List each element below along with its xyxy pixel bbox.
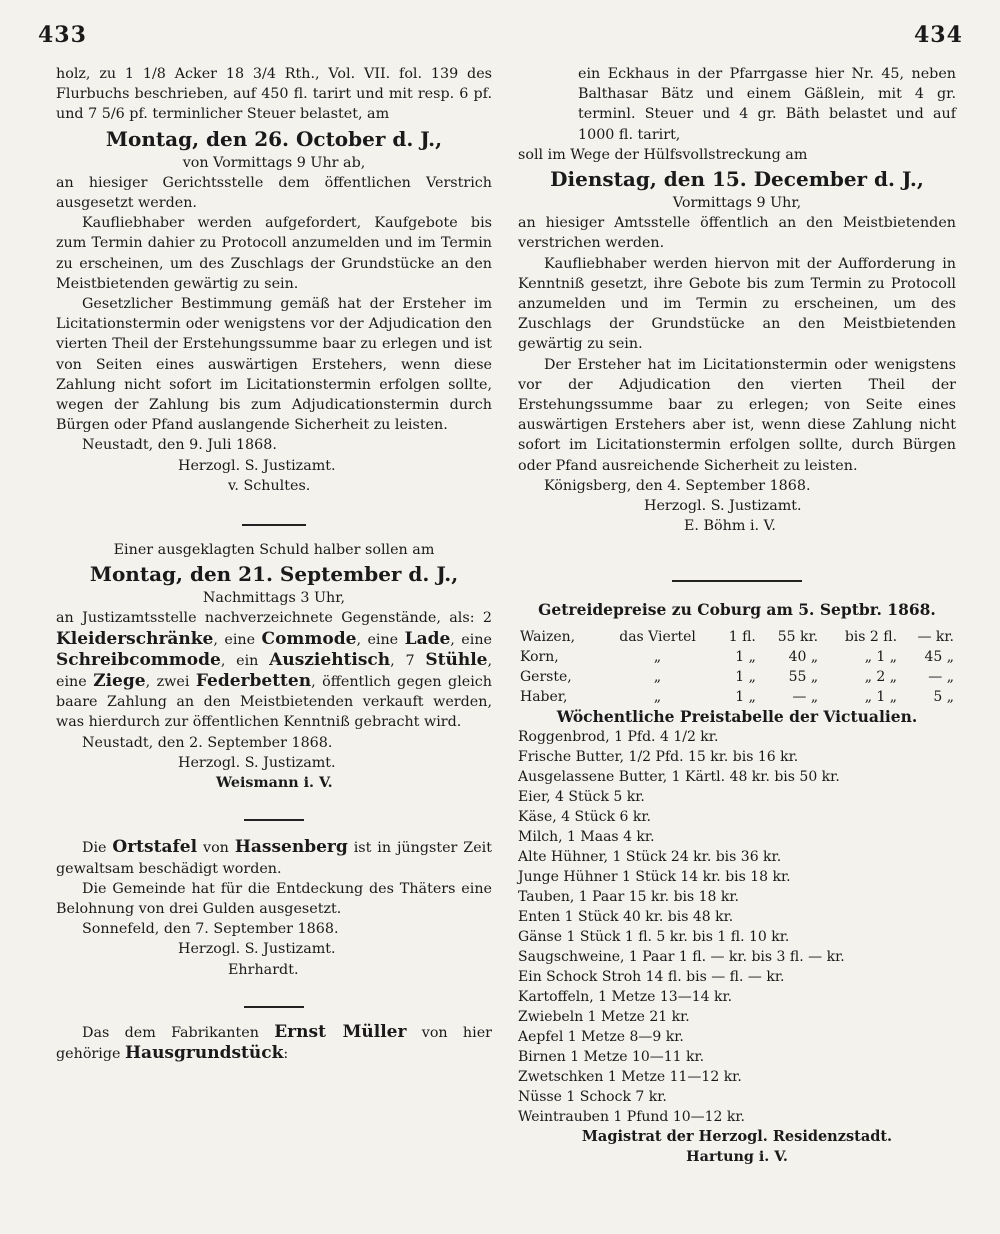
grain-cell-c: „ 2 „ <box>864 668 898 685</box>
victuals-table-title: Wöchentliche Preistabelle der Victualien. <box>556 706 918 726</box>
grain-cell-name: Gerste, <box>520 668 572 685</box>
notice-1-place: an hiesiger Gerichtsstelle dem öffentlichen Verstrich ausgesetzt werden. <box>56 174 492 212</box>
notice-1-office: Herzogl. S. Justizamt. <box>178 457 336 474</box>
grain-row <box>518 667 956 687</box>
separator-rule <box>244 819 304 821</box>
notice-3-office: Herzogl. S. Justizamt. <box>178 941 336 958</box>
notice-5-lead: soll im Wege der Hülfsvollstreckung am <box>518 146 808 163</box>
grain-cell-d: — „ <box>928 668 954 685</box>
notice-1-signer: v. Schultes. <box>228 477 311 494</box>
price-item: Käse, 4 Stück 6 kr. <box>518 808 651 825</box>
grain-cell-name: Haber, <box>520 688 568 705</box>
notice-2-date: Montag, den 21. September d. J., <box>89 562 459 587</box>
price-item: Tauben, 1 Paar 15 kr. bis 18 kr. <box>518 888 739 905</box>
notice-1-date: Montag, den 26. October d. J., <box>105 126 443 151</box>
price-item: Frische Butter, 1/2 Pfd. 15 kr. bis 16 kr. <box>518 748 799 765</box>
notice-5-dateline: Königsberg, den 4. September 1868. <box>544 477 811 494</box>
notice-4-body: Das dem Fabrikanten Ernst Müller von hier gehörige Hausgrundstück: <box>56 1021 493 1063</box>
price-item: Ausgelassene Butter, 1 Kärtl. 48 kr. bis 50 kr. <box>518 768 840 785</box>
price-item: Ein Schock Stroh 14 fl. bis — fl. — kr. <box>518 968 785 985</box>
price-item: Zwetschken 1 Metze 11—12 kr. <box>518 1068 742 1085</box>
price-item: Alte Hühner, 1 Stück 24 kr. bis 36 kr. <box>518 848 782 865</box>
notice-5-office: Herzogl. S. Justizamt. <box>644 498 802 515</box>
price-item: Weintrauben 1 Pfund 10—12 kr. <box>518 1108 745 1125</box>
grain-cell-d: 5 „ <box>933 688 954 705</box>
grain-row <box>518 627 956 647</box>
notice-5-signer: E. Böhm i. V. <box>684 518 776 535</box>
price-item: Milch, 1 Maas 4 kr. <box>518 828 655 845</box>
grain-cell-d: — kr. <box>917 628 954 645</box>
right-column <box>518 64 956 1167</box>
grain-cell-a: 1 „ <box>735 688 756 705</box>
grain-row <box>518 647 956 667</box>
grain-row <box>518 687 956 707</box>
notice-3-dateline: Sonnefeld, den 7. September 1868. <box>82 921 339 938</box>
grain-cell-b: 55 „ <box>788 668 819 685</box>
price-item: Roggenbrod, 1 Pfd. 4 1/2 kr. <box>518 728 719 745</box>
price-item: Nüsse 1 Schock 7 kr. <box>518 1088 667 1105</box>
victuals-price-list <box>518 727 956 1127</box>
grain-cell-name: Korn, <box>520 648 559 665</box>
price-item: Enten 1 Stück 40 kr. bis 48 kr. <box>518 908 734 925</box>
notice-5-intro: ein Eckhaus in der Pfarrgasse hier Nr. 45, neben Balthasar Bätz und einem Gäßlein, mit 4 gr. terminl. Steuer und 4 gr. Bäth belastet und auf 1000 fl. tarirt, <box>578 66 956 143</box>
notice-1-paragraph-2: Gesetzlicher Bestimmung gemäß hat der Ersteher im Licitationstermin oder wenigstens vor der Adjudication den vierten Theil der Erstehungssumme baar zu erlegen und ist von Seiten eines auswärtigen Erstehers, wenn diese Zahlung nicht sofort im Licitationstermin erfolgen sollte, wegen der Zahlung bis zum Adjudicationstermin durch Bürgen oder Pfand auslangende Sicherheit zu leisten. <box>56 296 492 434</box>
left-column <box>56 64 492 1064</box>
notice-5-paragraph-2: Der Ersteher hat im Licitationstermin oder wenigstens vor der Adjudication den vierten Theil der Erstehungssumme baar zu erlegen; von Seite eines auswärtigen Erstehers aber ist, wenn diese Zahlung nicht sofort im Licitationstermin erfolgen sollte, durch Bürgen oder Pfand ausreichende Sicherheit zu leisten. <box>518 356 956 474</box>
authority-name: Magistrat der Herzogl. Residenzstadt. <box>581 1127 893 1145</box>
notice-2-dateline: Neustadt, den 2. September 1868. <box>82 734 333 751</box>
grain-cell-b: 40 „ <box>788 648 819 665</box>
page-number-right: 434 <box>914 22 963 48</box>
grain-cell-a: 1 fl. <box>728 628 756 645</box>
grain-cell-unit: „ <box>653 668 662 685</box>
grain-prices-title: Getreidepreise zu Coburg am 5. Septbr. 1868. <box>538 600 936 620</box>
notice-3-body: Die Ortstafel von Hassenberg ist in jüngster Zeit gewaltsam beschädigt worden. <box>56 837 492 877</box>
price-item: Eier, 4 Stück 5 kr. <box>518 788 645 805</box>
grain-cell-b: — „ <box>792 688 819 705</box>
notice-1-dateline: Neustadt, den 9. Juli 1868. <box>82 437 277 454</box>
notice-2-body: an Justizamtsstelle nachverzeichnete Gegenstände, als: 2 Kleiderschränke, eine Commode, eine Lade, eine Schreibcommode, ein Ausziehtisch, 7 Stühle, eine Ziege, zwei Federbetten, öffentlich gegen gleich baare Zahlung an den Meistbietenden verkauft werden, was hierdurch zur öffentlichen Kenntniß gebracht wird. <box>56 610 493 731</box>
grain-cell-b: 55 kr. <box>777 628 819 645</box>
notice-2-signer: Weismann i. V. <box>216 775 333 792</box>
price-item: Aepfel 1 Metze 8—9 kr. <box>518 1028 684 1045</box>
grain-cell-a: 1 „ <box>735 648 756 665</box>
separator-rule <box>242 524 306 526</box>
notice-1-time: von Vormittags 9 Uhr ab, <box>182 154 366 171</box>
notice-2-time: Nachmittags 3 Uhr, <box>202 590 346 607</box>
price-item: Zwiebeln 1 Metze 21 kr. <box>518 1008 690 1025</box>
grain-cell-unit: das Viertel <box>619 628 696 645</box>
grain-cell-c: bis 2 fl. <box>844 628 898 645</box>
notice-1-paragraph-1: Kaufliebhaber werden aufgefordert, Kaufgebote bis zum Termin dahier zu Protocoll anzumelden und im Termin zu erscheinen, um des Zuschlags der Grundstücke an den Meistbietenden gewärtig zu sein. <box>56 215 492 292</box>
notice-5-paragraph-1: Kaufliebhaber werden hiervon mit der Aufforderung in Kenntniß gesetzt, ihre Gebote bis zum Termin zu Protocoll anzumelden und im Termin zu erscheinen, um des Zuschlags der Grundstücke an den Meistbietenden gewärtig zu sein. <box>518 255 956 353</box>
price-item: Birnen 1 Metze 10—11 kr. <box>518 1048 705 1065</box>
grain-cell-d: 45 „ <box>924 648 954 665</box>
grain-cell-name: Waizen, <box>520 628 576 645</box>
page-number-left: 433 <box>38 22 87 48</box>
grain-cell-c: „ 1 „ <box>864 688 898 705</box>
notice-2-intro: Einer ausgeklagten Schuld halber sollen am <box>113 542 435 559</box>
price-item: Saugschweine, 1 Paar 1 fl. — kr. bis 3 fl. — kr. <box>518 948 845 965</box>
notice-5-date: Dienstag, den 15. December d. J., <box>550 167 924 192</box>
grain-cell-c: „ 1 „ <box>864 648 898 665</box>
separator-rule <box>244 1006 304 1008</box>
separator-rule <box>672 580 802 582</box>
price-item: Gänse 1 Stück 1 fl. 5 kr. bis 1 fl. 10 kr. <box>518 928 790 945</box>
price-item: Junge Hühner 1 Stück 14 kr. bis 18 kr. <box>518 868 791 885</box>
authority-signer: Hartung i. V. <box>686 1149 788 1166</box>
notice-2-office: Herzogl. S. Justizamt. <box>178 754 336 771</box>
grain-cell-unit: „ <box>653 648 662 665</box>
price-item: Kartoffeln, 1 Metze 13—14 kr. <box>518 988 733 1005</box>
notice-3-paragraph-2: Die Gemeinde hat für die Entdeckung des Thäters eine Belohnung von drei Gulden ausgesetzt. <box>56 880 492 917</box>
notice-5-time: Vormittags 9 Uhr, <box>672 195 802 212</box>
notice-3-signer: Ehrhardt. <box>228 961 299 978</box>
notice-5-place: an hiesiger Amtsstelle öffentlich an den Meistbietenden verstrichen werden. <box>518 215 956 252</box>
grain-prices-table <box>518 627 956 707</box>
notice-1-intro: holz, zu 1 1/8 Acker 18 3/4 Rth., Vol. VII. fol. 139 des Flurbuchs beschrieben, auf 450 fl. tarirt und mit resp. 6 pf. und 7 5/6 pf. terminlicher Steuer belastet, am <box>56 66 492 123</box>
grain-cell-unit: „ <box>653 688 662 705</box>
grain-cell-a: 1 „ <box>735 668 756 685</box>
